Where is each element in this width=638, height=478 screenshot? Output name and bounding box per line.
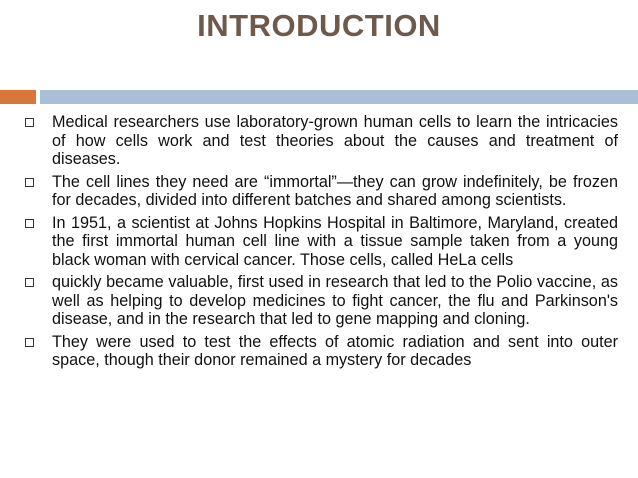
square-bullet-icon — [25, 338, 34, 347]
accent-bar-orange — [0, 90, 36, 104]
bullet-item — [22, 273, 618, 329]
square-bullet-icon — [25, 178, 34, 187]
square-bullet-icon — [25, 219, 34, 228]
bullet-item — [22, 214, 618, 270]
bullet-text: quickly became valuable, first used in research that led to the Polio vaccine, as well as helping to develop medicines to fight cancer, the flu and Parkinson's disease, and in the research that led to gene mapping and cloning. — [52, 273, 618, 328]
bullet-item — [22, 173, 618, 210]
square-bullet-icon — [25, 278, 34, 287]
bullet-item — [22, 333, 618, 370]
bullet-text: They were used to test the effects of atomic radiation and sent into outer space, though their donor remained a mystery for decades — [52, 332, 618, 369]
bullet-text: Medical researchers use laboratory-grown human cells to learn the intricacies of how cells work and test theories about the causes and treatment of diseases. — [52, 113, 618, 168]
bullet-list — [22, 113, 618, 374]
square-bullet-icon — [25, 118, 34, 127]
slide-title: INTRODUCTION — [197, 8, 441, 43]
bullet-text: In 1951, a scientist at Johns Hopkins Hospital in Baltimore, Maryland, created the first immortal human cell line with a tissue sample taken from a young black woman with cervical cancer. Those cells, called HeLa cells — [52, 213, 618, 269]
bullet-text: The cell lines they need are “immortal”—they can grow indefinitely, be frozen for decades, divided into different batches and shared among scientists. — [52, 172, 618, 209]
accent-bar-blue — [40, 90, 638, 104]
bullet-item — [22, 113, 618, 169]
